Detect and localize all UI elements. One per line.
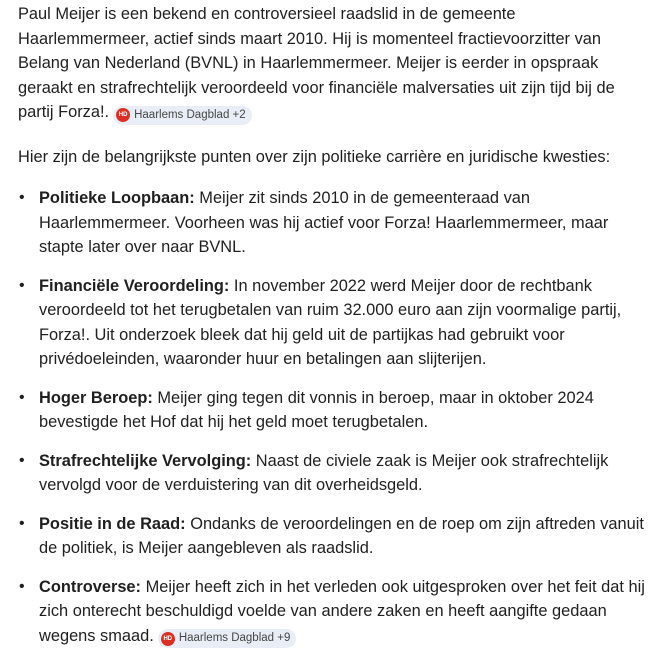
- list-item: [18, 449, 649, 498]
- point-text: Meijer heeft zich in het verleden ook uitgesproken over het feit dat hij zich onterecht beschuldigd voelde van andere zaken en heeft aangifte gedaan wegens smaad.: [39, 578, 645, 645]
- point-title: Hoger Beroep:: [39, 389, 153, 407]
- source-chip-label: Haarlems Dagblad +9: [179, 629, 291, 648]
- point-title: Positie in de Raad:: [39, 515, 186, 533]
- bullet-icon: •: [19, 186, 25, 211]
- source-chip[interactable]: [113, 106, 252, 125]
- list-item: [18, 575, 649, 648]
- intro-paragraph: [18, 2, 638, 125]
- key-points-list: [18, 186, 649, 648]
- lead-paragraph: Hier zijn de belangrijkste punten over zijn politieke carrière en juridische kwesties:: [18, 145, 649, 170]
- bullet-icon: •: [19, 575, 25, 600]
- list-item: [18, 274, 649, 372]
- source-chip-label: Haarlems Dagblad +2: [134, 106, 246, 125]
- point-text: Naast de civiele zaak is Meijer ook strafrechtelijk vervolgd voor de verduistering van dit overheidsgeld.: [39, 452, 608, 495]
- point-text: Ondanks de veroordelingen en de roep om zijn aftreden vanuit de politiek, is Meijer aangebleven als raadslid.: [39, 515, 644, 558]
- point-title: Financiële Veroordeling:: [39, 277, 229, 295]
- point-text: In november 2022 werd Meijer door de rechtbank veroordeeld tot het terugbetalen van ruim 32.000 euro aan zijn voormalige partij, Forza!. Uit onderzoek bleek dat hij geld uit de partijkas had gebruikt voor privédoeleinden, waaronder huur en betalingen aan slijterijen.: [39, 277, 621, 369]
- bullet-icon: •: [19, 512, 25, 537]
- list-item: [18, 186, 649, 260]
- source-chip[interactable]: [158, 629, 297, 648]
- point-title: Controverse:: [39, 578, 141, 596]
- list-item: [18, 386, 649, 435]
- intro-text: Paul Meijer is een bekend en controversieel raadslid in de gemeente Haarlemmermeer, actief sinds maart 2010. Hij is momenteel fractievoorzitter van Belang van Nederland (BVNL) in Haarlemmermeer. Meijer is eerder in opspraak geraakt en strafrechtelijk veroordeeld voor financiële malversaties uit zijn tijd bij de partij Forza!.: [18, 5, 615, 121]
- haarlems-dagblad-logo-icon: HD: [161, 632, 175, 646]
- point-text: Meijer zit sinds 2010 in de gemeenteraad van Haarlemmermeer. Voorheen was hij actief voor Forza! Haarlemmermeer, maar stapte later over naar BVNL.: [39, 189, 608, 256]
- bullet-icon: •: [19, 274, 25, 299]
- point-text: Meijer ging tegen dit vonnis in beroep, maar in oktober 2024 bevestigde het Hof dat hij het geld moet terugbetalen.: [39, 389, 594, 432]
- haarlems-dagblad-logo-icon: HD: [116, 108, 130, 122]
- list-item: [18, 512, 649, 561]
- point-title: Strafrechtelijke Vervolging:: [39, 452, 251, 470]
- bullet-icon: •: [19, 386, 25, 411]
- point-title: Politieke Loopbaan:: [39, 189, 195, 207]
- bullet-icon: •: [19, 449, 25, 474]
